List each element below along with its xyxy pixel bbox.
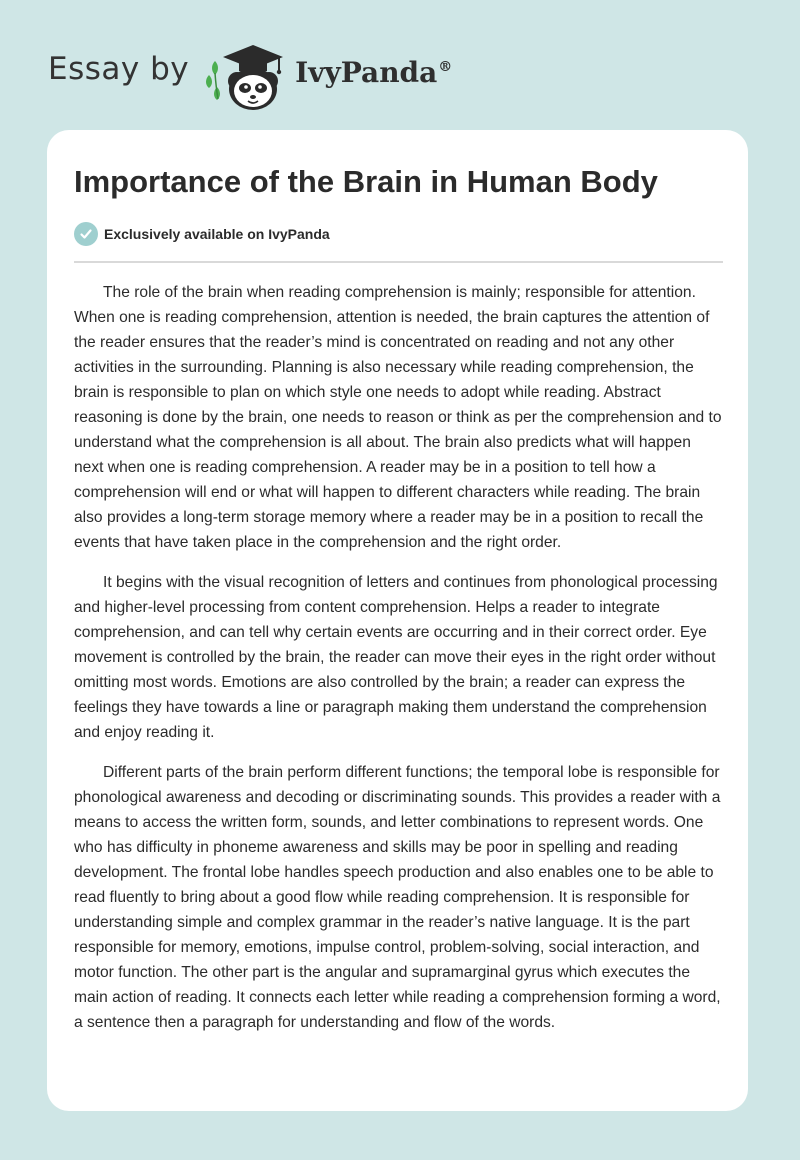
essay-by-label: Essay by <box>48 51 190 87</box>
panda-graduation-cap-icon <box>201 35 293 113</box>
divider <box>74 261 723 263</box>
exclusive-badge <box>74 222 330 246</box>
site-header <box>48 34 452 114</box>
essay-card <box>47 130 748 1111</box>
paragraph: Different parts of the brain perform different functions; the temporal lobe is responsible for phonological awareness and decoding or discriminating sounds. This provides a reader with a means to access the written form, sounds, and letter combinations to represent words. One who has difficulty in phoneme awareness and skills may be poor in spelling and reading development. The frontal lobe handles speech production and also enables one to be able to read fluently to bring about a good flow while reading comprehension. It is responsible for understanding simple and complex grammar in the reader’s native language. It is the part responsible for memory, emotions, impulse control, problem-solving, social interaction, and motor function. The other part is the angular and supramarginal gyrus which executes the main action of reading. It connects each letter while reading a comprehension forming a word, a sentence then a paragraph for understanding and flow of the words. <box>74 764 721 1031</box>
exclusive-label: Exclusively available on IvyPanda <box>104 226 330 242</box>
paragraph: The role of the brain when reading comprehension is mainly; responsible for attention. When one is reading comprehension, attention is needed, the brain captures the attention of the reader ensures that the reader’s mind is concentrated on reading and not any other activities in the surrounding. Planning is also necessary while reading comprehension, the brain is responsible to plan on which style one needs to adopt while reading. Abstract reasoning is done by the brain, one needs to reason or think as per the comprehension and to understand what the comprehension is all about. The brain also predicts what will happen next when one is reading comprehension. A reader may be in a position to tell how a comprehension will end or what will happen to different characters while reading. The brain also provides a long-term storage memory where a reader may be in a position to recall the events that have taken place in the comprehension and the right order. <box>74 284 722 551</box>
essay-body <box>74 280 724 1050</box>
page-title: Importance of the Brain in Human Body <box>74 164 658 199</box>
brand-name[interactable] <box>295 56 452 89</box>
paragraph: It begins with the visual recognition of letters and continues from phonological processing and higher-level processing from content comprehension. Helps a reader to integrate comprehension, and can tell why certain events are occurring and in their correct order. Eye movement is controlled by the brain, the reader can move their eyes in the right order without omitting most words. Emotions are also controlled by the brain; a reader can express the feelings they have towards a line or paragraph making them understand the comprehension and enjoy reading it. <box>74 574 718 741</box>
brand-label: IvyPanda <box>295 55 438 89</box>
ivypanda-logo[interactable] <box>201 35 293 113</box>
ivy-leaf-icon <box>206 61 220 100</box>
registered-mark: ® <box>438 59 453 76</box>
check-circle-icon <box>74 222 98 246</box>
